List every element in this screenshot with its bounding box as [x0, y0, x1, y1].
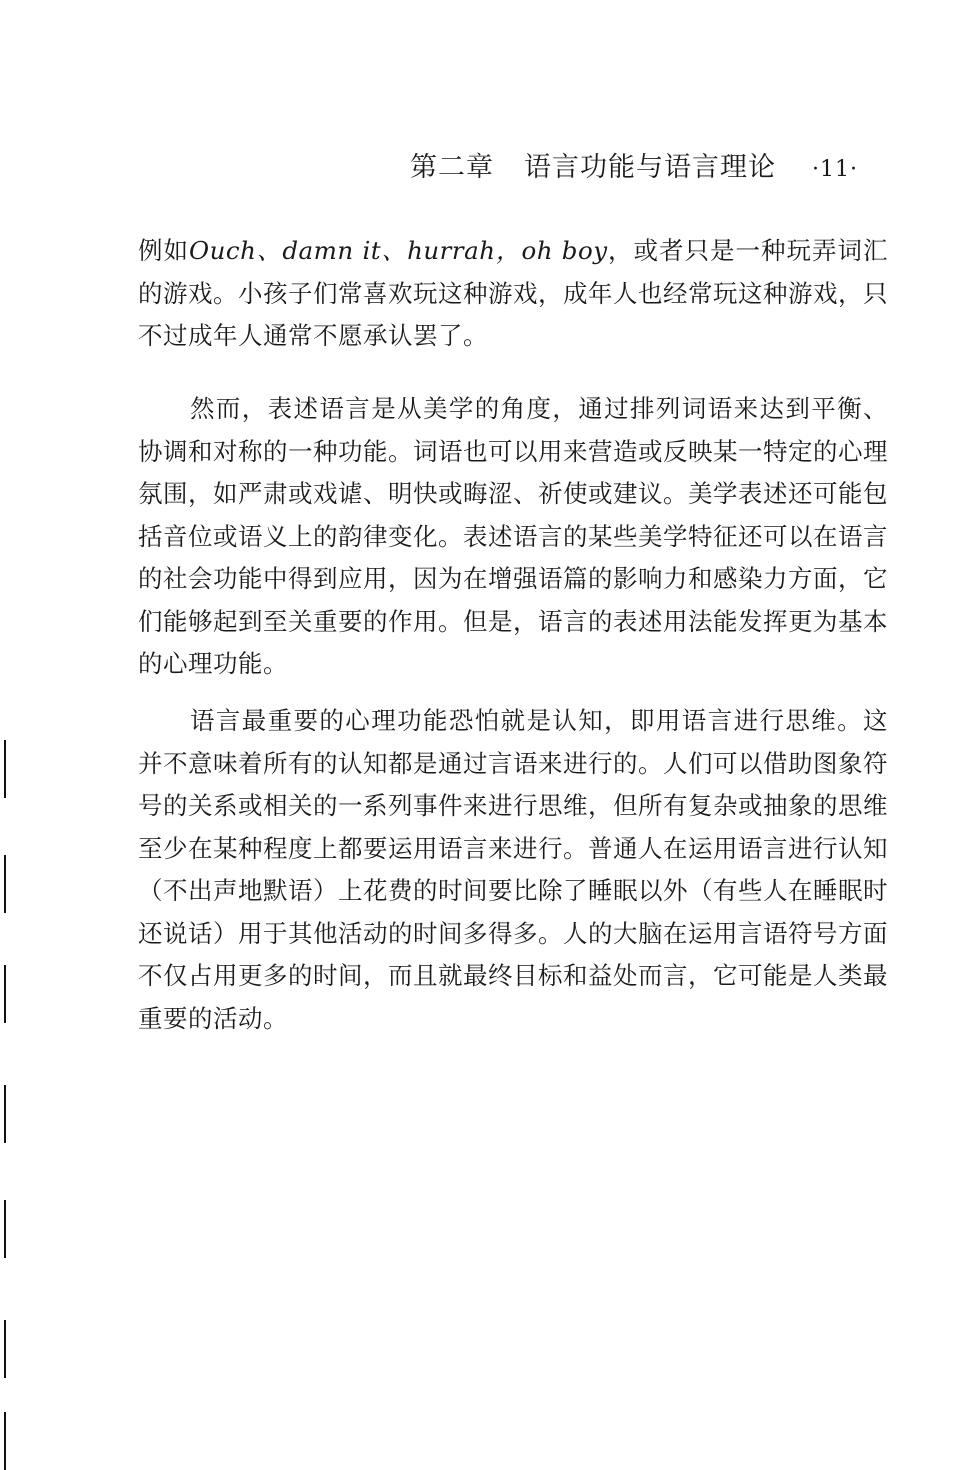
- chapter-title: 语言功能与语言理论: [524, 152, 776, 183]
- running-header: [410, 148, 880, 188]
- paragraph-3: 语言最重要的心理功能恐怕就是认知，即用语言进行思维。这并不意味着所有的认知都是通过言语来进行的。人们可以借助图象符号的关系或相关的一系列事件来进行思维，但所有复杂或抽象的思维至少在某种程度上都要运用语言来进行。普通人在运用语言进行认知（不出声地默语）上花费的时间要比除了睡眠以外（有些人在睡眠时还说话）用于其他活动的时间多得多。人的大脑在运用言语符号方面不仅占用更多的时间，而且就最终目标和益处而言，它可能是人类最重要的活动。: [138, 706, 888, 1033]
- margin-tick: [4, 1200, 6, 1258]
- paragraph-1: [138, 230, 888, 358]
- chapter-label: 第二章: [410, 152, 494, 183]
- margin-tick: [4, 1320, 6, 1378]
- paragraph-1-body: ，或者只是一种玩弄词汇的游戏。小孩子们常喜欢玩这种游戏，成年人也经常玩这种游戏，只不过成年人通常不愿承认罢了。: [138, 236, 889, 350]
- interjection-examples: Ouch、damn it、hurrah，oh boy: [189, 236, 608, 265]
- margin-tick: [4, 740, 6, 798]
- margin-tick: [4, 855, 6, 913]
- margin-tick: [4, 1412, 6, 1470]
- margin-tick: [4, 965, 6, 1023]
- paragraph-2: 然而，表述语言是从美学的角度，通过排列词语来达到平衡、协调和对称的一种功能。词语也可以用来营造或反映某一特定的心理氛围，如严肃或戏谑、明快或晦涩、祈使或建议。美学表述还可能包括音位或语义上的韵律变化。表述语言的某些美学特征还可以在语言的社会功能中得到应用，因为在增强语篇的影响力和感染力方面，它们能够起到至关重要的作用。但是，语言的表述用法能发挥更为基本的心理功能。: [138, 394, 888, 678]
- margin-tick: [4, 1085, 6, 1143]
- page-number: ·11·: [812, 157, 858, 182]
- paragraph-1-lead: 例如: [138, 236, 189, 265]
